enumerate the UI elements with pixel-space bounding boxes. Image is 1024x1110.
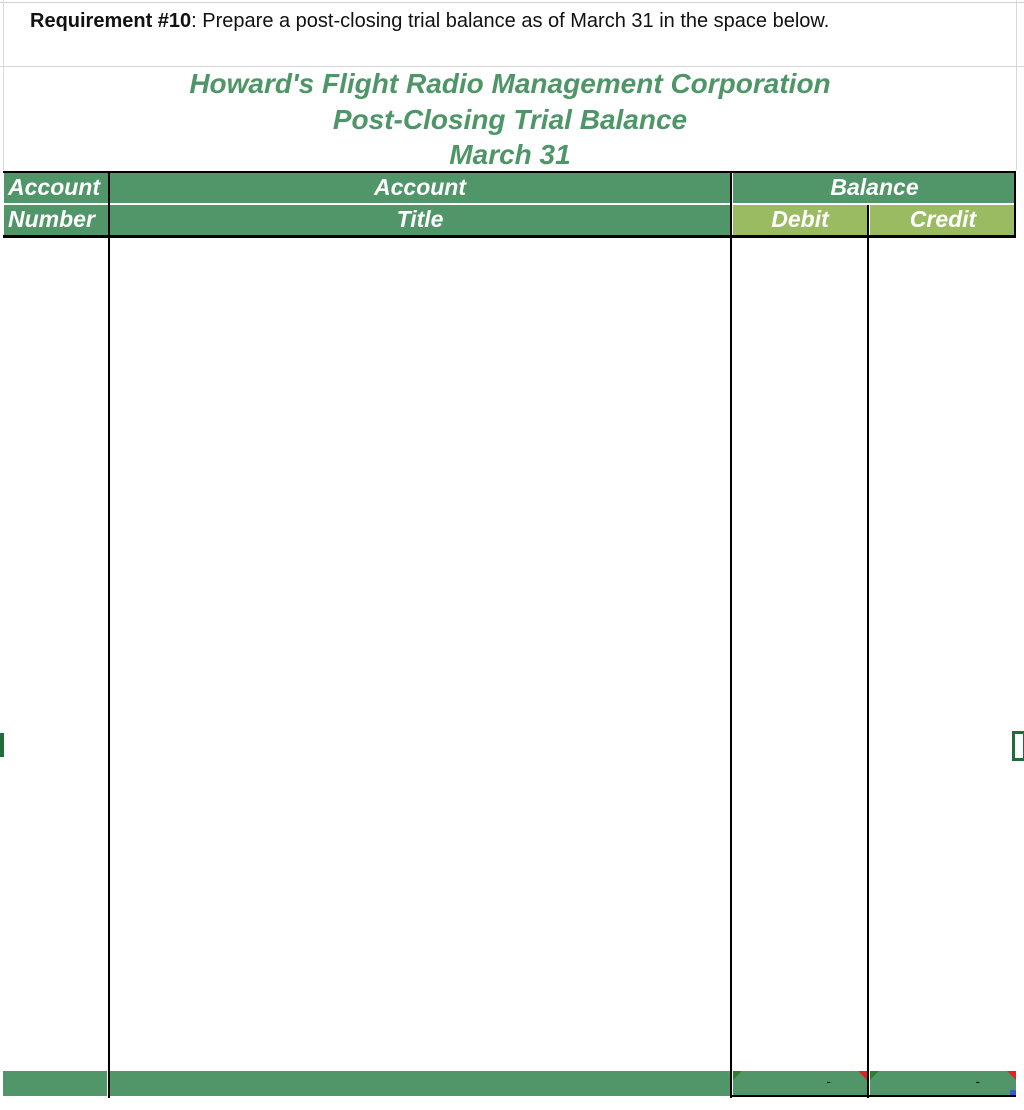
header-balance: Balance bbox=[733, 173, 1016, 203]
header-debit: Debit bbox=[733, 205, 867, 235]
gridline bbox=[1016, 0, 1017, 170]
total-debit-value: - bbox=[826, 1073, 831, 1089]
gridline bbox=[3, 0, 4, 170]
total-title-cell bbox=[110, 1071, 730, 1096]
table-row bbox=[3, 653, 1016, 679]
table-row bbox=[3, 990, 1016, 1016]
table-row bbox=[3, 265, 1016, 291]
border-top bbox=[3, 171, 1016, 173]
requirement-text: : Prepare a post-closing trial balance as of March 31 in the space below. bbox=[191, 10, 830, 32]
table-row bbox=[3, 705, 1016, 731]
border-total-bottom bbox=[730, 1095, 1016, 1097]
comment-indicator-icon bbox=[1007, 1071, 1016, 1080]
border-debit-credit bbox=[867, 205, 869, 1098]
table-row bbox=[3, 317, 1016, 343]
table-row bbox=[3, 783, 1016, 809]
gridline bbox=[3, 1066, 1016, 1068]
table-row bbox=[3, 524, 1016, 550]
border-right bbox=[1014, 171, 1016, 236]
total-number-cell bbox=[3, 1071, 107, 1096]
table-row bbox=[3, 912, 1016, 938]
header-credit: Credit bbox=[870, 205, 1016, 235]
table-row bbox=[3, 550, 1016, 576]
table-row bbox=[3, 757, 1016, 783]
table-row bbox=[3, 1042, 1016, 1068]
cell-selection-indicator[interactable] bbox=[1012, 731, 1024, 761]
formula-indicator-icon bbox=[870, 1071, 879, 1080]
table-row bbox=[3, 628, 1016, 654]
gridline bbox=[0, 2, 1024, 3]
header-account-title-2: Title bbox=[110, 205, 730, 235]
table-row bbox=[3, 239, 1016, 265]
table-row bbox=[3, 343, 1016, 369]
header-account-number-2: Number bbox=[4, 205, 112, 235]
total-credit-cell[interactable] bbox=[870, 1071, 1016, 1096]
table-row bbox=[3, 576, 1016, 602]
border-header-bottom bbox=[3, 235, 1016, 238]
table-row bbox=[3, 861, 1016, 887]
table-row bbox=[3, 446, 1016, 472]
table-row bbox=[3, 809, 1016, 835]
statement-title: Post-Closing Trial Balance bbox=[332, 104, 688, 135]
header-account-number-1: Account bbox=[4, 173, 112, 203]
formula-indicator-icon bbox=[733, 1071, 742, 1080]
table-row bbox=[3, 498, 1016, 524]
table-row bbox=[3, 887, 1016, 913]
header-account-title-1: Account bbox=[110, 173, 730, 203]
requirement-label: Requirement #10 bbox=[30, 10, 192, 32]
total-debit-cell[interactable] bbox=[733, 1071, 867, 1096]
table-row bbox=[3, 835, 1016, 861]
comment-indicator-icon bbox=[858, 1071, 867, 1080]
table-row bbox=[3, 472, 1016, 498]
requirement-instruction bbox=[30, 6, 829, 36]
border-title-debit bbox=[730, 171, 732, 1098]
row-selection-indicator bbox=[0, 733, 4, 757]
table-row bbox=[3, 731, 1016, 757]
table-row bbox=[3, 1016, 1016, 1042]
table-row bbox=[3, 369, 1016, 395]
table-row bbox=[3, 291, 1016, 317]
table-row bbox=[3, 938, 1016, 964]
table-row bbox=[3, 964, 1016, 990]
table-row bbox=[3, 394, 1016, 420]
table-row bbox=[3, 679, 1016, 705]
table-row bbox=[3, 420, 1016, 446]
table-row bbox=[3, 602, 1016, 628]
border-number-title bbox=[108, 171, 110, 1098]
total-credit-value: - bbox=[975, 1073, 980, 1089]
company-name: Howard's Flight Radio Management Corporation bbox=[189, 68, 831, 99]
statement-date: March 31 bbox=[449, 139, 571, 170]
